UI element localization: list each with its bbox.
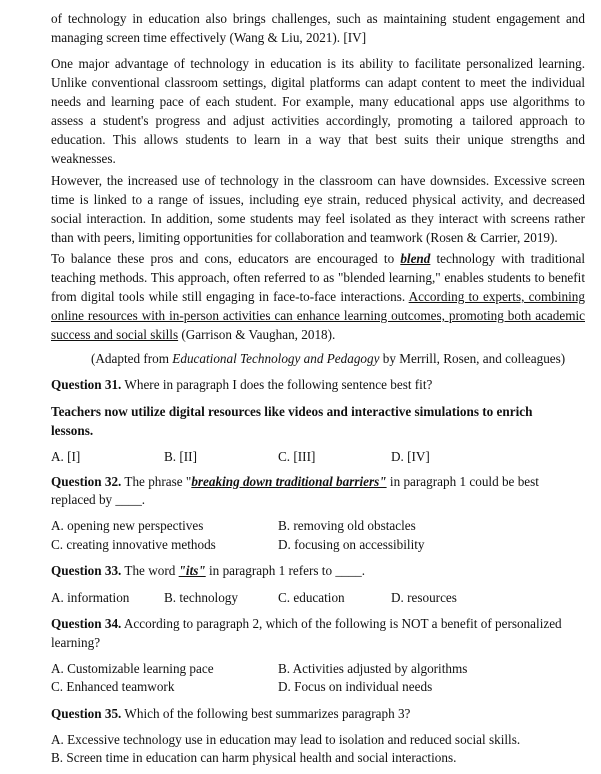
q31-option-d[interactable]: D. [IV]	[391, 449, 430, 464]
question-34	[51, 614, 585, 652]
p4-text-b: technology with traditional teaching methods. This approach, often referred to as "blended learning," enables students to benefit from digital tools while still engaging in face-to-face interactions.	[51, 251, 586, 304]
p4-text-c: (Garrison & Vaughan, 2018).	[178, 327, 336, 342]
question-33-word: "its"	[178, 563, 206, 578]
question-32-text-a: The phrase "	[121, 474, 192, 489]
question-32	[51, 472, 539, 491]
q33-option-c[interactable]: C. education	[278, 590, 345, 605]
question-33-text-a: The word	[121, 563, 179, 578]
q35-option-b[interactable]: B. Screen time in education can harm physical health and social interactions.	[51, 750, 457, 765]
q32-option-d[interactable]: D. focusing on accessibility	[278, 537, 425, 552]
question-31-sentence: Teachers now utilize digital resources like videos and interactive simulations to enrich lessons.	[51, 404, 533, 438]
question-32-phrase: breaking down traditional barriers"	[191, 474, 387, 489]
q33-option-d[interactable]: D. resources	[391, 590, 457, 605]
q32-option-a[interactable]: A. opening new perspectives	[51, 518, 204, 533]
q34-option-b[interactable]: B. Activities adjusted by algorithms	[278, 661, 468, 676]
passage-paragraph-end-of-1: of technology in education also brings challenges, such as maintaining student engagement and managing screen time effectively (Wang & Liu, 2021). [IV]	[51, 11, 585, 45]
question-33	[51, 561, 365, 580]
source-text-a: (Adapted from	[91, 351, 173, 366]
q31-option-c[interactable]: C. [III]	[278, 449, 316, 464]
question-35-label: Question 35.	[51, 706, 122, 721]
question-34-text: According to paragraph 2, which of the following is NOT a benefit of personalized learning?	[51, 616, 562, 650]
source-text-b: by Merrill, Rosen, and colleagues)	[379, 351, 566, 366]
question-32-line-2: replaced by ____.	[51, 492, 146, 507]
question-32-text-b: in paragraph 1 could be best	[386, 474, 539, 489]
passage-paragraph-2: One major advantage of technology in education is its ability to facilitate personalized learning. Unlike conventional classroom settings, digital platforms can adapt content to meet the individual needs and learning pace of each student. For example, many educational apps use algorithms to assess a student's progress and adjust activities accordingly, promoting a tailored approach to education. This allows students to learn in a way that best suits their unique strengths and weaknesses.	[51, 56, 585, 166]
q33-option-b[interactable]: B. technology	[164, 590, 238, 605]
question-33-text-b: in paragraph 1 refers to ____.	[205, 563, 366, 578]
word-blend: blend	[400, 251, 431, 266]
q32-option-c[interactable]: C. creating innovative methods	[51, 537, 216, 552]
question-31-label: Question 31.	[51, 377, 122, 392]
q34-option-d[interactable]: D. Focus on individual needs	[278, 679, 433, 694]
q32-option-b[interactable]: B. removing old obstacles	[278, 518, 416, 533]
passage-source	[91, 349, 565, 368]
q33-option-a[interactable]: A. information	[51, 590, 130, 605]
passage-paragraph-3: However, the increased use of technology in the classroom can have downsides. Excessive screen time is linked to a range of issues, including eye strain, reduced physical activity, and decreased social interaction. In addition, some students may feel isolated as they interact with screens rather than with peers, limiting opportunities for collaboration and teamwork (Rosen & Carrier, 2019).	[51, 173, 585, 245]
q31-option-b[interactable]: B. [II]	[164, 449, 197, 464]
question-32-label: Question 32.	[51, 474, 122, 489]
question-35	[51, 704, 410, 723]
source-title: Educational Technology and Pedagogy	[172, 351, 380, 366]
q34-option-a[interactable]: A. Customizable learning pace	[51, 661, 214, 676]
q35-option-a[interactable]: A. Excessive technology use in education may lead to isolation and reduced social skills.	[51, 732, 521, 747]
q34-option-c[interactable]: C. Enhanced teamwork	[51, 679, 175, 694]
p4-text-a: To balance these pros and cons, educators are encouraged to	[51, 251, 401, 266]
p4-underlined-sentence: According to experts, combining online resources with in-person activities can enhance learning outcomes, promoting both academic success and social skills	[51, 289, 585, 342]
q31-option-a[interactable]: A. [I]	[51, 449, 81, 464]
question-33-label: Question 33.	[51, 563, 122, 578]
passage-paragraph-4	[51, 249, 585, 344]
question-35-text: Which of the following best summarizes paragraph 3?	[121, 706, 411, 721]
question-31-text: Where in paragraph I does the following sentence best fit?	[121, 377, 433, 392]
question-31	[51, 375, 432, 394]
question-34-label: Question 34.	[51, 616, 122, 631]
